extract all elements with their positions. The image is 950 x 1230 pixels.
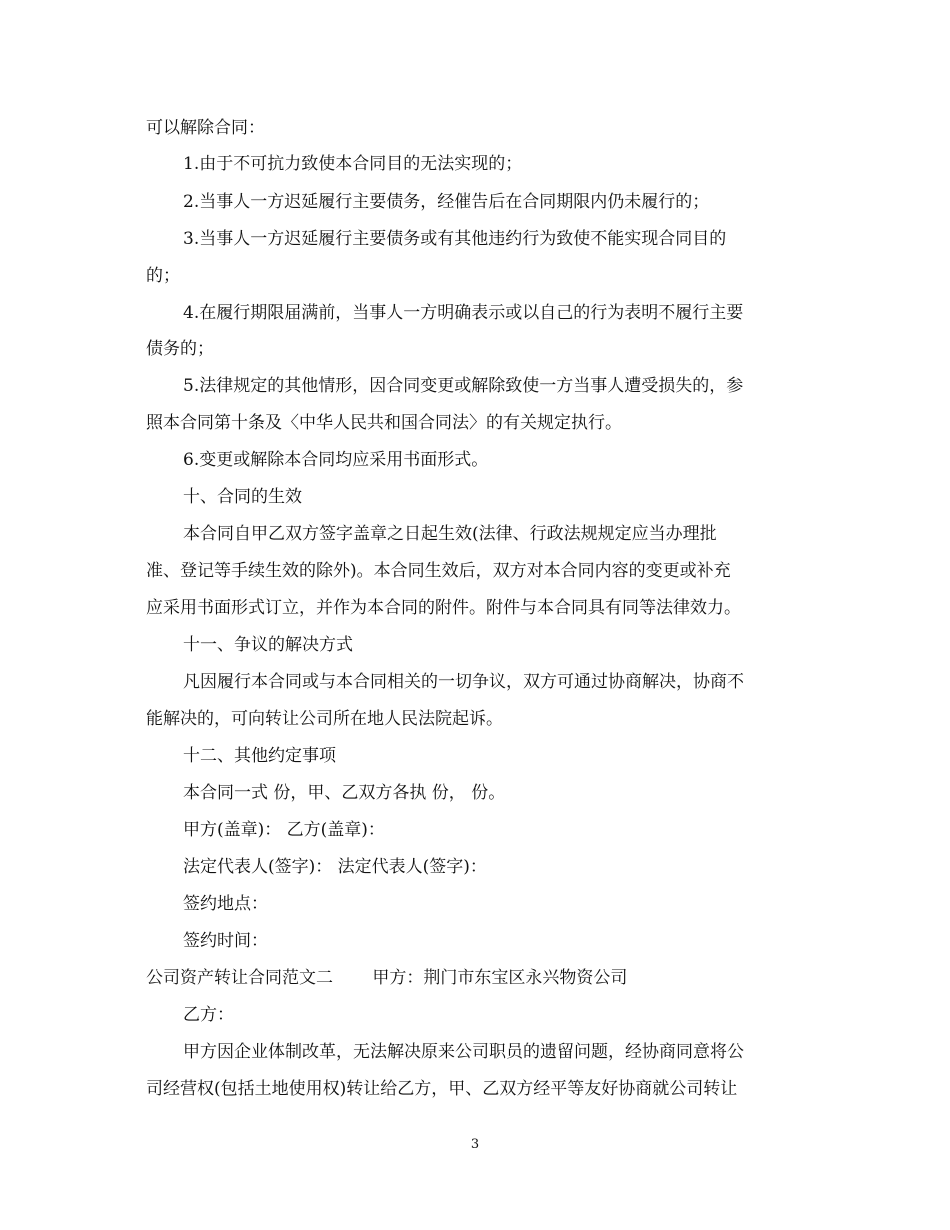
signing-place: 签约地点： [183,894,268,914]
signing-time: 签约时间： [183,931,268,951]
paragraph-line: 能解决的，可向转让公司所在地人民法院起诉。 [146,709,503,729]
list-item: 1.由于不可抗力致使本合同目的无法实现的； [183,154,523,174]
document-title-line: 公司资产转让合同范文二 甲方：荆门市东宝区永兴物资公司 [146,968,628,988]
paragraph-line: 债务的； [146,339,214,359]
paragraph-line: 司经营权(包括土地使用权)转让给乙方，甲、乙双方经平等友好协商就公司转让 [146,1079,738,1099]
paragraph-line: 本合同自甲乙双方签字盖章之日起生效(法律、行政法规规定应当办理批 [183,524,717,544]
list-item: 6.变更或解除本合同均应采用书面形式。 [183,450,489,470]
paragraph-line: 可以解除合同： [146,118,265,138]
paragraph-line: 甲方因企业体制改革，无法解决原来公司职员的遗留问题，经协商同意将公 [183,1042,744,1062]
page-number: 3 [470,1137,480,1152]
list-item: 5.法律规定的其他情形，因合同变更或解除致使一方当事人遭受损失的，参 [183,376,744,396]
list-item: 4.在履行期限届满前，当事人一方明确表示或以自己的行为表明不履行主要 [183,303,744,323]
signature-line: 法定代表人(签字)： 法定代表人(签字)： [183,857,487,877]
paragraph-line: 凡因履行本合同或与本合同相关的一切争议，双方可通过协商解决，协商不 [183,672,744,692]
section-heading: 十、合同的生效 [183,487,302,507]
paragraph-line: 应采用书面形式订立，并作为本合同的附件。附件与本合同具有同等法律效力。 [146,598,741,618]
section-heading: 十二、其他约定事项 [183,746,336,766]
section-heading: 十一、争议的解决方式 [183,635,353,655]
paragraph-line: 照本合同第十条及〈中华人民共和国合同法〉的有关规定执行。 [146,413,622,433]
paragraph-line: 的； [146,266,180,286]
list-item: 3.当事人一方迟延履行主要债务或有其他违约行为致使不能实现合同目的 [183,229,727,249]
signature-line: 甲方(盖章)： 乙方(盖章)： [183,820,385,840]
party-line: 乙方： [183,1005,234,1025]
paragraph-line: 本合同一式 份，甲、乙双方各执 份， 份。 [183,783,506,803]
list-item: 2.当事人一方迟延履行主要债务，经催告后在合同期限内仍未履行的； [183,192,710,212]
paragraph-line: 准、登记等手续生效的除外)。本合同生效后，双方对本合同内容的变更或补充 [146,561,731,581]
